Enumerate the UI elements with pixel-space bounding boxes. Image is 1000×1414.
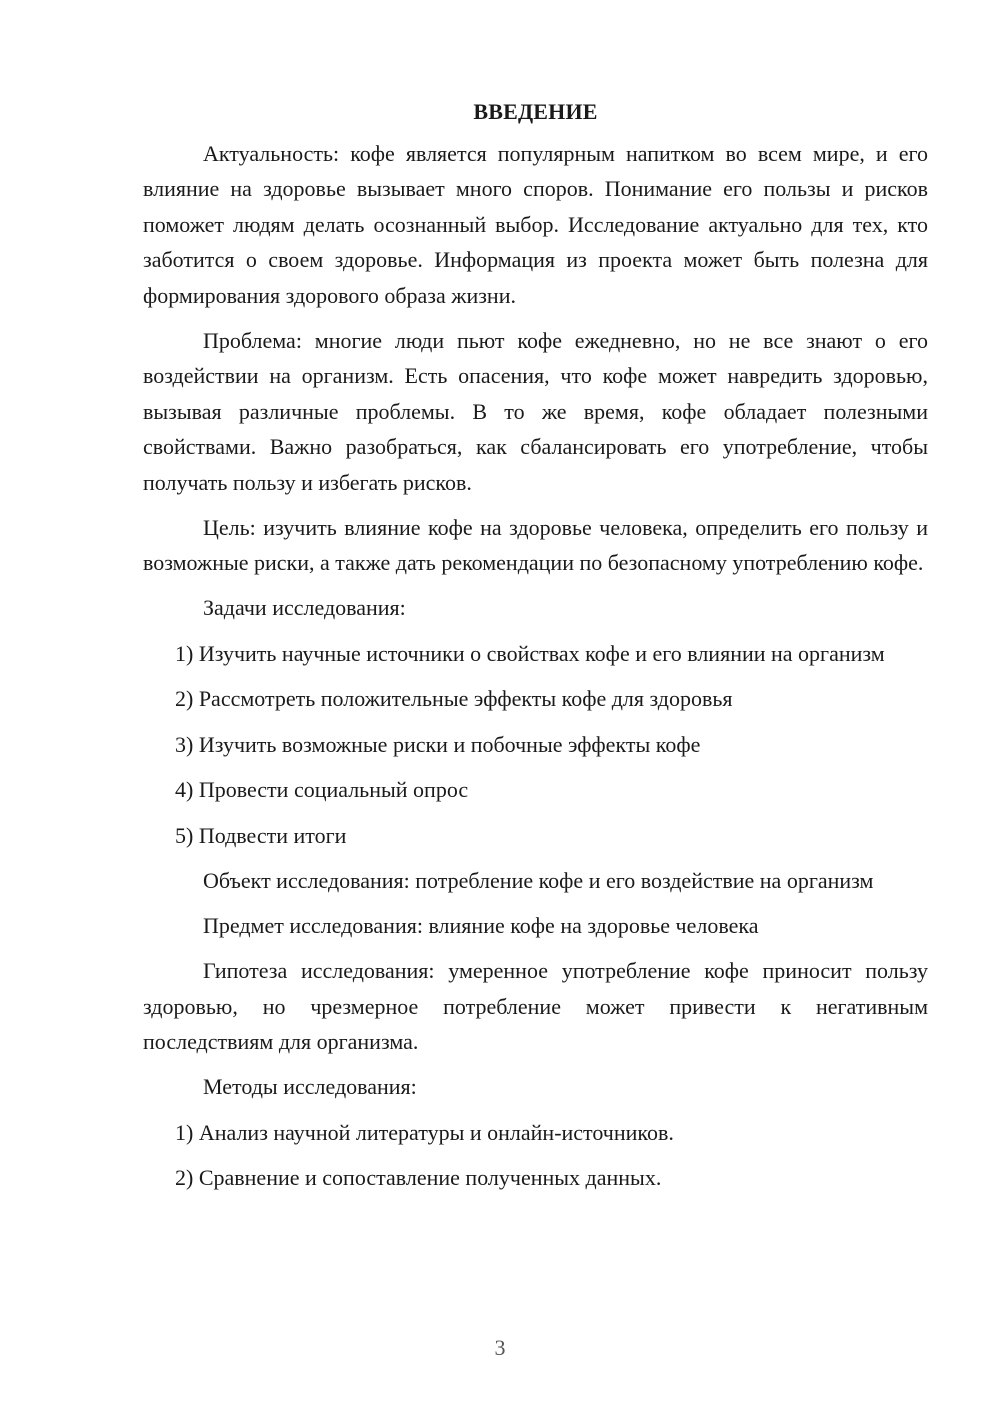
subject-paragraph: Предмет исследования: влияние кофе на здоровье человека <box>203 913 759 938</box>
task-item-4: 4) Провести социальный опрос <box>175 777 469 802</box>
tasks-label: Задачи исследования: <box>203 595 406 620</box>
method-item-1: 1) Анализ научной литературы и онлайн-источников. <box>175 1119 674 1145</box>
task-item-1: 1) Изучить научные источники о свойствах кофе и его влиянии на организм <box>175 640 885 666</box>
methods-label: Методы исследования: <box>203 1074 417 1099</box>
hypothesis-paragraph: Гипотеза исследования: умеренное употребление кофе приносит пользу здоровью, но чрезмерное потребление может привести к негативным последствиям для организма. <box>143 958 928 1054</box>
task-item-5: 5) Подвести итоги <box>175 822 347 848</box>
section-title: ВВЕДЕНИЕ <box>473 99 598 124</box>
page-number: 3 <box>494 1335 506 1360</box>
method-item-2: 2) Сравнение и сопоставление полученных данных. <box>175 1165 662 1190</box>
relevance-paragraph: Актуальность: кофе является популярным напитком во всем мире, и его влияние на здоровье вызывает много споров. Понимание его пользы и рисков поможет людям делать осознанный выбор. Исследование актуально для тех, кто заботится о своем здоровье. Информация из проекта может быть полезна для формирования здорового образа жизни. <box>143 140 928 308</box>
task-item-3: 3) Изучить возможные риски и побочные эффекты кофе <box>175 731 701 757</box>
goal-paragraph: Цель: изучить влияние кофе на здоровье человека, определить его пользу и возможные риски, а также дать рекомендации по безопасному употреблению кофе. <box>143 514 928 575</box>
task-item-2: 2) Рассмотреть положительные эффекты кофе для здоровья <box>175 686 733 711</box>
problem-paragraph: Проблема: многие люди пьют кофе ежедневно, но не все знают о его воздействии на организм. Есть опасения, что кофе может навредить здоровью, вызывая различные проблемы. В то же время, кофе обладает полезными свойствами. Важно разобраться, как сбалансировать его употребление, чтобы получать пользу и избегать рисков. <box>143 327 928 495</box>
page-content <box>143 94 928 1206</box>
object-paragraph: Объект исследования: потребление кофе и его воздействие на организм <box>203 868 874 893</box>
